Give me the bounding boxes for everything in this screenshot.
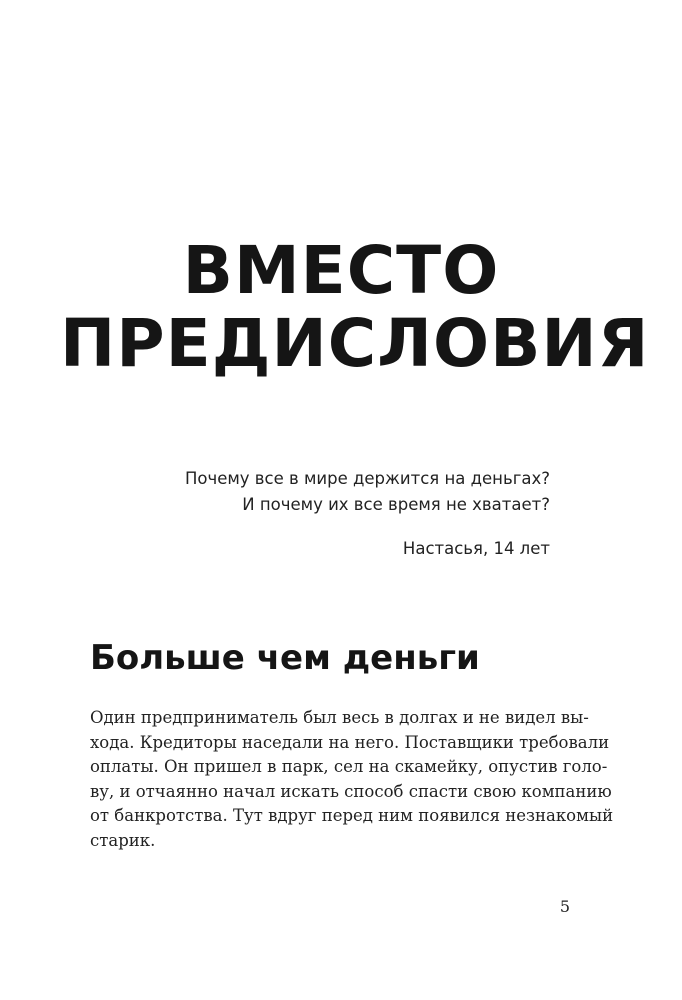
chapter-title-line-1: ВМЕСТО — [182, 232, 500, 309]
epigraph-line-1: Почему все в мире держится на деньгах? — [184, 469, 550, 488]
epigraph-line-2: И почему их все время не хватает? — [242, 495, 550, 514]
epigraph — [185, 466, 550, 518]
page-number: 5 — [559, 897, 570, 916]
epigraph-author: Настасья, 14 лет — [402, 539, 550, 558]
chapter-title-line-2: ПРЕДИСЛОВИЯ — [60, 305, 650, 382]
paragraph-line-4: ву, и отчаянно начал искать способ спасти свою компанию — [90, 781, 612, 801]
paragraph-line-6: старик. — [90, 830, 156, 850]
body-paragraph — [90, 706, 614, 853]
paragraph-line-5: от банкротства. Тут вдруг перед ним появился незнакомый — [90, 806, 614, 825]
paragraph-line-2: хода. Кредиторы наседали на него. Поставщики требовали — [90, 732, 610, 752]
paragraph-line-3: оплаты. Он пришел в парк, сел на скамейку, опустив голо- — [90, 757, 608, 776]
paragraph-line-1: Один предприниматель был весь в долгах и не видел вы- — [90, 708, 589, 727]
section-heading: Больше чем деньги — [90, 638, 480, 678]
